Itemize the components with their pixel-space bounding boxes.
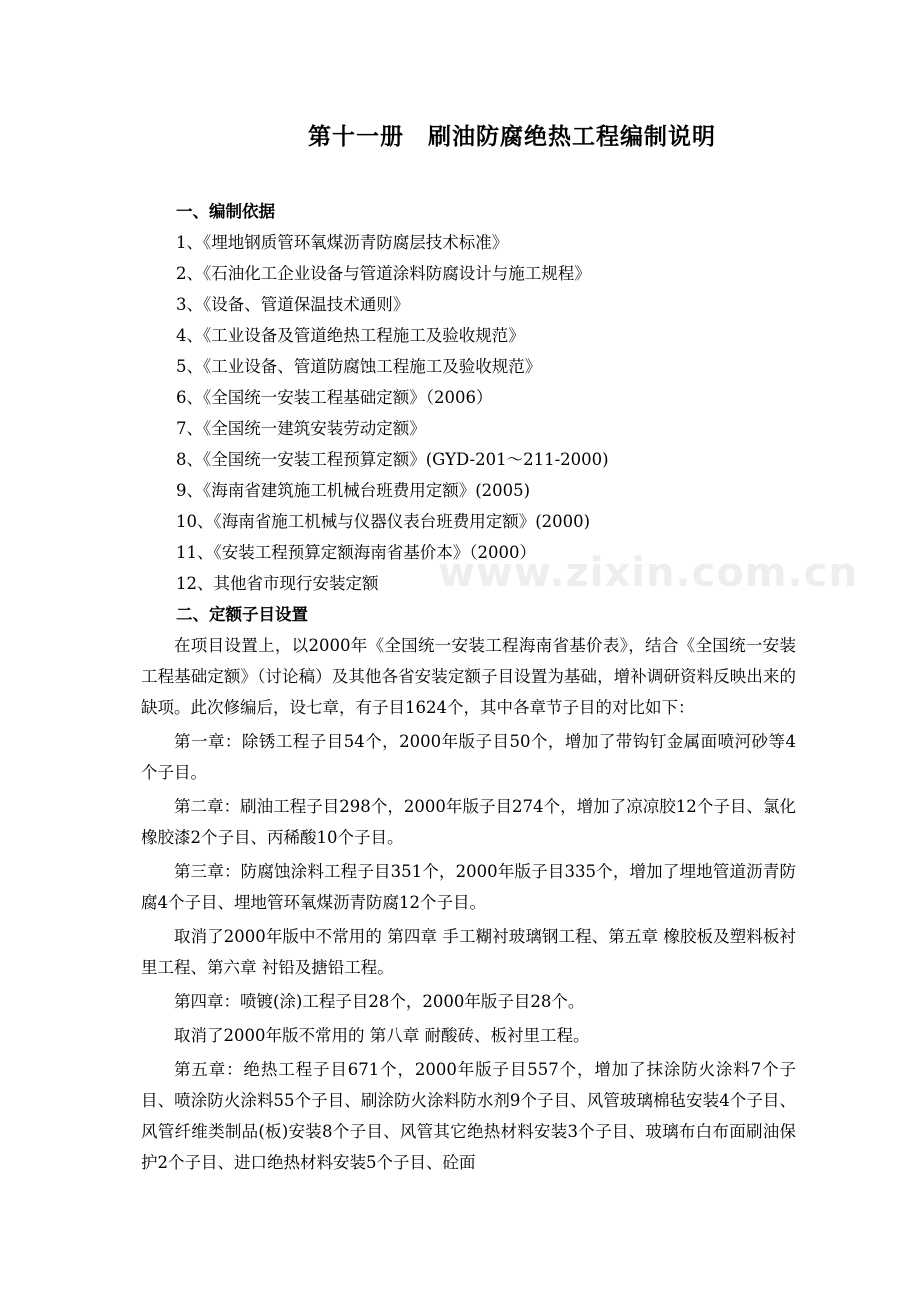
reference-item: 12、其他省市现行安装定额 — [176, 574, 379, 593]
reference-item: 10、《海南省施工机械与仪器仪表台班费用定额》(2000) — [176, 512, 591, 531]
reference-item: 4、《工业设备及管道绝热工程施工及验收规范》 — [176, 326, 525, 345]
reference-item: 7、《全国统一建筑安装劳动定额》 — [176, 419, 426, 438]
body-paragraph: 第一章：除锈工程子目54个，2000年版子目50个，增加了带钩钉金属面喷河砂等4个子目。 — [141, 732, 796, 782]
section-heading-basis: 一、编制依据 — [176, 202, 275, 221]
document-title: 第十一册 刷油防腐绝热工程编制说明 — [308, 123, 716, 150]
watermark: www.zixin.com.cn — [438, 550, 858, 596]
section-heading-items: 二、定额子目设置 — [176, 605, 308, 624]
reference-item: 5、《工业设备、管道防腐蚀工程施工及验收规范》 — [176, 357, 542, 376]
reference-item: 6、《全国统一安装工程基础定额》（2006） — [176, 388, 493, 407]
reference-item: 9、《海南省建筑施工机械台班费用定额》(2005) — [176, 481, 531, 500]
body-paragraph: 第二章：刷油工程子目298个，2000年版子目274个，增加了凉凉胶12个子目、氯化橡胶漆2个子目、丙稀酸10个子目。 — [141, 797, 796, 847]
body-paragraph: 在项目设置上，以2000年《全国统一安装工程海南省基价表》，结合《全国统一安装工程基础定额》（讨论稿）及其他各省安装定额子目设置为基础，增补调研资料反映出来的缺项。此次修编后，设七章，有子目1624个，其中各章节子目的对比如下： — [141, 636, 796, 717]
body-paragraph: 第三章：防腐蚀涂料工程子目351个，2000年版子目335个，增加了埋地管道沥青防腐4个子目、埋地管环氧煤沥青防腐12个子目。 — [141, 862, 796, 912]
reference-item: 2、《石油化工企业设备与管道涂料防腐设计与施工规程》 — [176, 264, 591, 283]
body-paragraph: 第五章：绝热工程子目671个，2000年版子目557个，增加了抹涂防火涂料7个子目、喷涂防火涂料55个子目、刷涂防火涂料防水剂9个子目、风管玻璃棉毡安装4个子目、风管纤维类制品(板)安装8个子目、风管其它绝热材料安装3个子目、玻璃布白布面刷油保护2个子目、进口绝热材料安装5个子目、砼面 — [141, 1060, 796, 1172]
reference-item: 8、《全国统一安装工程预算定额》(GYD-201～211-2000) — [176, 450, 609, 469]
body-paragraph: 取消了2000年版中不常用的 第四章 手工糊衬玻璃钢工程、第五章 橡胶板及塑料板衬里工程、第六章 衬铅及搪铅工程。 — [141, 927, 796, 977]
reference-item: 1、《埋地钢质管环氧煤沥青防腐层技术标准》 — [176, 233, 509, 252]
document-body — [141, 196, 796, 1178]
reference-item: 11、《安装工程预算定额海南省基价本》（2000） — [176, 543, 536, 562]
body-paragraph: 取消了2000年版不常用的 第八章 耐酸砖、板衬里工程。 — [174, 1026, 590, 1045]
body-paragraph: 第四章：喷镀(涂)工程子目28个，2000年版子目28个。 — [174, 992, 585, 1011]
reference-item: 3、《设备、管道保温技术通则》 — [176, 295, 410, 314]
